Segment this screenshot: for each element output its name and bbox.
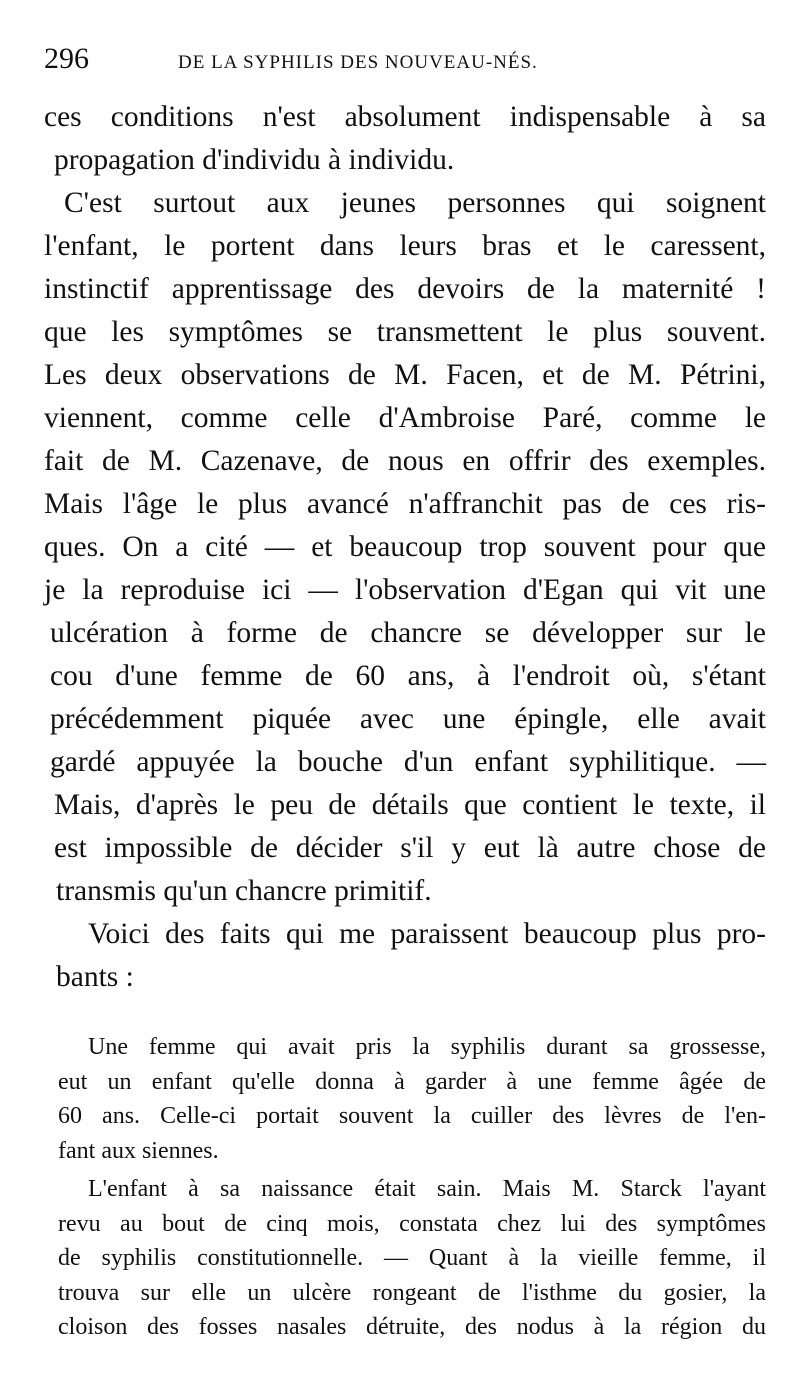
text-line: Mais, d'après le peu de détails que contient le texte, il — [54, 789, 766, 821]
text-line: je la reproduise ici — l'observation d'Egan qui vit une — [44, 574, 766, 606]
text-line: ces conditions n'est absolument indispensable à sa — [44, 101, 766, 133]
text-line: cou d'une femme de 60 ans, à l'endroit où, s'étant — [50, 660, 766, 692]
text-line: est impossible de décider s'il y eut là autre chose de — [54, 832, 766, 864]
text-line: C'est surtout aux jeunes personnes qui soignent — [64, 187, 766, 219]
small-text-line: de syphilis constitutionnelle. — Quant à la vieille femme, il — [58, 1245, 766, 1271]
page-number: 296 — [44, 42, 89, 75]
text-line: que les symptômes se transmettent le plus souvent. — [44, 316, 766, 348]
text-line: viennent, comme celle d'Ambroise Paré, comme le — [44, 402, 766, 434]
text-line: ques. On a cité — et beaucoup trop souvent pour que — [44, 531, 766, 563]
small-text-line: trouva sur elle un ulcère rongeant de l'isthme du gosier, la — [58, 1279, 766, 1306]
text-line: bants : — [56, 961, 134, 993]
small-text-line: revu au bout de cinq mois, constata chez lui des symptômes — [58, 1210, 766, 1237]
page-header — [44, 42, 764, 82]
main-text — [44, 96, 766, 999]
small-text-line: eut un enfant qu'elle donna à garder à une femme âgée de — [58, 1068, 766, 1095]
small-text-line: 60 ans. Celle-ci portait souvent la cuiller des lèvres de l'en- — [58, 1103, 766, 1129]
text-line: ulcération à forme de chancre se développer sur le — [50, 617, 766, 649]
text-line: Mais l'âge le plus avancé n'affranchit pas de ces ris- — [44, 488, 766, 520]
text-line: Voici des faits qui me paraissent beaucoup plus pro- — [88, 918, 766, 950]
text-line: instinctif apprentissage des devoirs de la maternité ! — [44, 273, 766, 305]
small-text-line: fant aux siennes. — [58, 1137, 219, 1164]
text-line: précédemment piquée avec une épingle, elle avait — [50, 703, 766, 735]
text-line: fait de M. Cazenave, de nous en offrir des exemples. — [44, 445, 766, 477]
small-text-line: L'enfant à sa naissance était sain. Mais M. Starck l'ayant — [88, 1176, 766, 1202]
small-text-line: Une femme qui avait pris la syphilis durant sa grossesse, — [88, 1034, 766, 1060]
text-line: l'enfant, le portent dans leurs bras et le caressent, — [44, 230, 766, 262]
quoted-observation — [58, 1030, 766, 1345]
running-head: DE LA SYPHILIS DES NOUVEAU-NÉS. — [178, 52, 538, 73]
text-line: propagation d'individu à individu. — [54, 144, 455, 176]
text-line: transmis qu'un chancre primitif. — [56, 875, 432, 907]
text-line: Les deux observations de M. Facen, et de M. Pétrini, — [44, 359, 766, 391]
text-line: gardé appuyée la bouche d'un enfant syphilitique. — — [50, 746, 766, 778]
small-text-line: cloison des fosses nasales détruite, des nodus à la région du — [58, 1314, 766, 1340]
